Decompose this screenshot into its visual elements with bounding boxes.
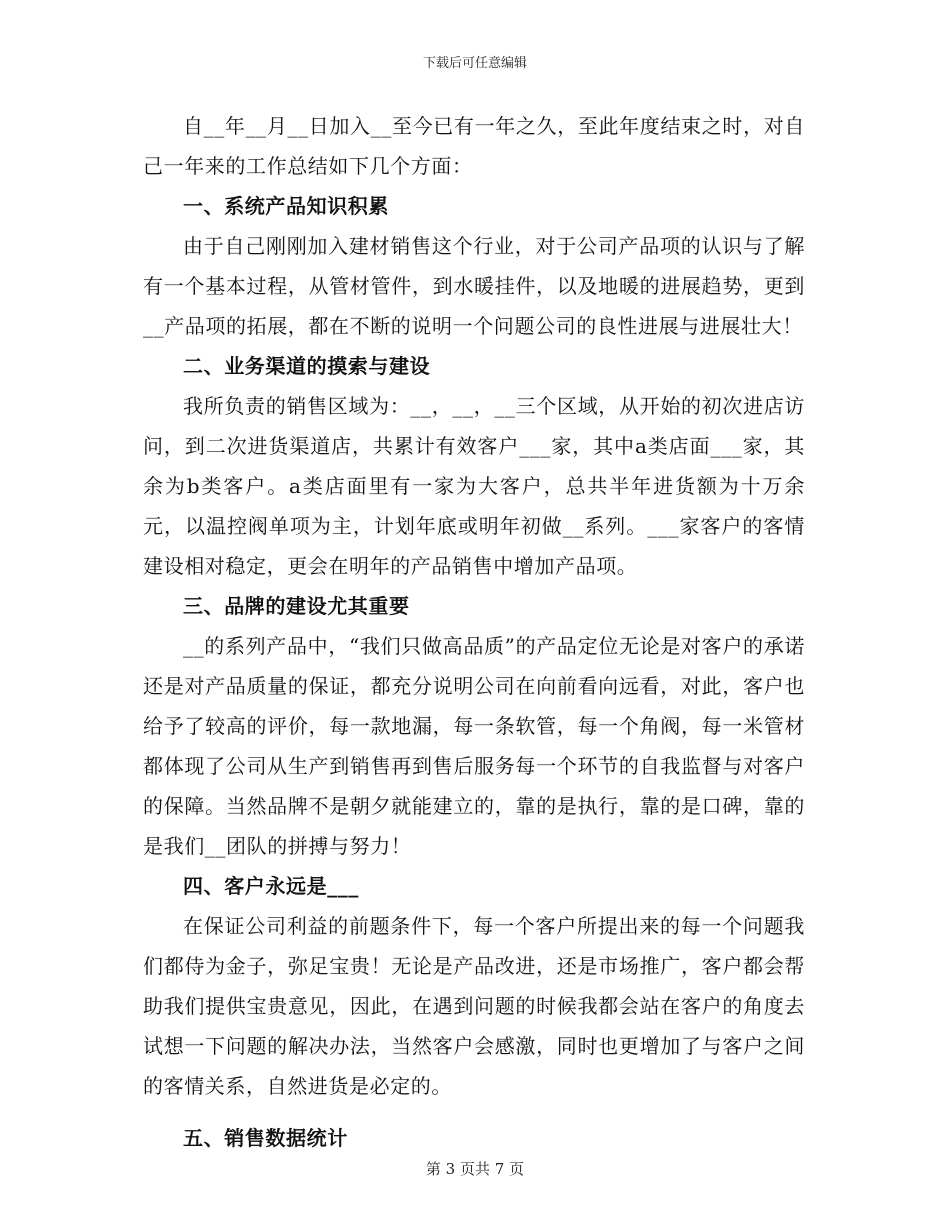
body-paragraph: __的系列产品中，“我们只做高品质”的产品定位无论是对客户的承诺还是对产品质量的保证，都充分说明公司在向前看向远看，对此，客户也给予了较高的评价，每一款地漏，每一条软管，每一个角阀，每一米管材都体现了公司从生产到销售再到售后服务每一个环节的自我监督与对客户的保障。当然品牌不是朝夕就能建立的，靠的是执行，靠的是口碑，靠的是我们__团队的拼搏与努力！ — [143, 634, 805, 858]
page-header-note: 下载后可任意编辑 — [422, 56, 527, 71]
section-heading: 二、业务渠道的摸索与建设 — [183, 354, 431, 378]
body-paragraph: 自__年__月__日加入__至今已有一年之久，至此年度结束之时，对自己一年来的工作总结如下几个方面： — [143, 114, 805, 178]
section-heading: 四、客户永远是___ — [183, 874, 359, 898]
section-heading: 一、系统产品知识积累 — [183, 194, 389, 218]
document-body — [143, 106, 805, 1158]
section-heading: 三、品牌的建设尤其重要 — [183, 594, 410, 618]
body-paragraph: 我所负责的销售区域为：__，__，__三个区域，从开始的初次进店访问，到二次进货渠道店，共累计有效客户___家，其中a类店面___家，其余为b类客户。a类店面里有一家为大客户，总共半年进货额为十万余元，以温控阀单项为主，计划年底或明年初做__系列。___家客户的客情建设相对稳定，更会在明年的产品销售中增加产品项。 — [143, 394, 805, 578]
body-paragraph: 在保证公司利益的前题条件下，每一个客户所提出来的每一个问题我们都侍为金子，弥足宝贵！无论是产品改进，还是市场推广，客户都会帮助我们提供宝贵意见，因此，在遇到问题的时候我都会站在客户的角度去试想一下问题的解决办法，当然客户会感激，同时也更增加了与客户之间的客情关系，自然进货是必定的。 — [143, 914, 805, 1098]
section-heading: 五、销售数据统计 — [183, 1126, 348, 1150]
body-paragraph: 由于自己刚刚加入建材销售这个行业，对于公司产品项的认识与了解有一个基本过程，从管材管件，到水暖挂件，以及地暖的进展趋势，更到__产品项的拓展，都在不断的说明一个问题公司的良性进展与进展壮大！ — [143, 234, 805, 338]
page-number: 第 3 页共 7 页 — [425, 1160, 525, 1178]
